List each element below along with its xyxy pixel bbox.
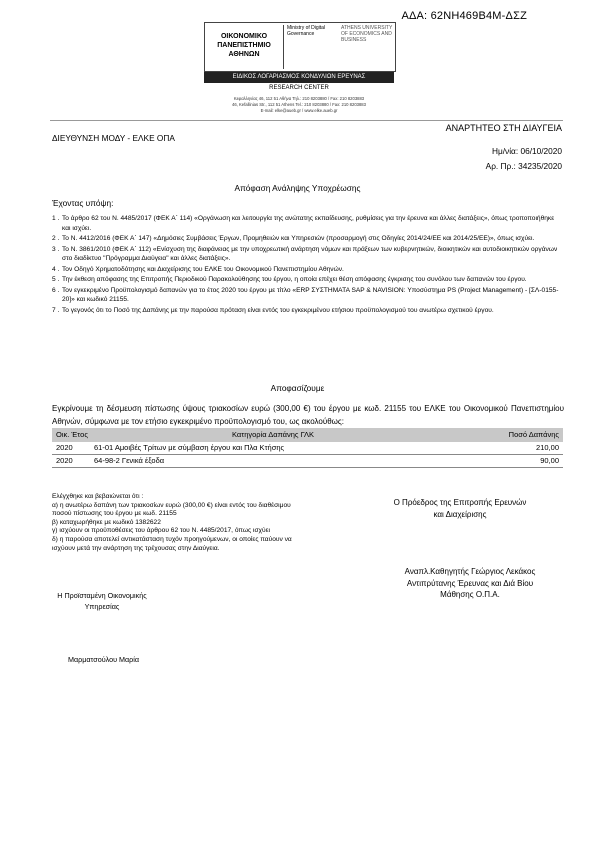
signatory-title-line: Μάθησης Ο.Π.Α. xyxy=(440,590,500,599)
consideration-item xyxy=(52,286,562,306)
letterhead xyxy=(200,20,400,118)
cell-category: 64-98-2 Γενικά έξοδα xyxy=(94,456,165,465)
department: ΔΙΕΥΘΥΝΣΗ ΜΟΔΥ - ΕΛΚΕ ΟΠΑ xyxy=(52,133,175,143)
contact-line: Κεφαλληνίας 46, 112 51 Αθήνα Τηλ.: 210 8203880 / Fax: 210 8203883 xyxy=(233,96,365,101)
finance-head-name: Μαρματσούλου Μαρία xyxy=(68,655,140,664)
divider xyxy=(50,120,563,121)
consideration-item xyxy=(52,306,562,316)
decision-heading: Αποφασίζουμε xyxy=(270,383,325,393)
verification-line: δ) η παρούσα αποτελεί αντικατάσταση τυχόν προηγούμενων, οι οποίες παύουν να xyxy=(52,535,292,543)
finance-head-line: Υπηρεσίας xyxy=(84,602,120,611)
item-number: 5 . xyxy=(52,276,60,284)
finance-head-title xyxy=(52,590,152,612)
consideration-item xyxy=(52,275,562,285)
consideration-item xyxy=(52,245,562,265)
approval-text: Εγκρίνουμε τη δέσμευση πίστωσης ύψους τριακοσίων ευρώ (300,00 €) του έργου με κωδ. 21155 του ΕΛΚΕ του Οικονομικού Πανεπιστημίου Αθηνών, σύμφωνα με τον ετήσιο εγκεκριμένο προϋπολογισμό του, ως ακολούθως: xyxy=(52,404,564,426)
column-header-year: Οικ. Έτος xyxy=(56,430,88,439)
item-number: 6 . xyxy=(52,286,60,294)
committee-chair-line: και Διαχείρισης xyxy=(433,510,487,519)
expense-table xyxy=(52,428,563,468)
item-number: 1 . xyxy=(52,215,60,222)
table-row xyxy=(52,455,563,468)
research-account-banner: ΕΙΔΙΚΟΣ ΛΟΓΑΡΙΑΣΜΟΣ ΚΟΝΔΥΛΙΩΝ ΕΡΕΥΝΑΣ xyxy=(204,72,394,83)
signatory-title-line: Αντιπρύτανης Έρευνας και Διά Βίου xyxy=(406,578,534,588)
table-row xyxy=(52,442,563,455)
item-number: 4 . xyxy=(52,265,60,273)
table-header xyxy=(52,428,563,442)
verification-line: α) η ανωτέρω δαπάνη των τριακοσίων ευρώ (300,00 €) είναι εντός του διαθέσιμου xyxy=(52,501,291,509)
verification-line: Ελέγχθηκε και βεβαιώνεται ότι : xyxy=(52,493,144,500)
protocol-number: Αρ. Πρ.: 34235/2020 xyxy=(485,161,562,171)
committee-chair-title xyxy=(375,497,545,521)
contact-line: E-mail: elke@aueb.gr / www.elke.aueb.gr xyxy=(260,108,338,113)
posting-note: ΑΝΑΡΤΗΤΕΟ ΣΤΗ ΔΙΑΥΓΕΙΑ xyxy=(445,123,562,133)
cell-amount: 210,00 xyxy=(536,443,559,452)
cell-year: 2020 xyxy=(56,443,73,452)
signatory-name: Αναπλ.Καθηγητής Γεώργιος Λεκάκος xyxy=(404,567,536,576)
contact-line: 46, Kefallinias Str., 112 51 Athens Tel.: 210 8203880 / Fax: 210 8203883 xyxy=(232,102,366,107)
university-name-line1: ΟΙΚΟΝΟΜΙΚΟ xyxy=(220,33,268,40)
column-header-amount: Ποσό Δαπάνης xyxy=(508,430,559,439)
verification-line: β) καταχωρήθηκε με κωδικό 1382622 xyxy=(52,518,161,526)
item-text: Το Ν. 3861/2010 (ΦΕΚ Α΄ 112) «Ενίσχυση της διαφάνειας με την υποχρεωτική ανάρτηση νόμων και πράξεων των κυβερνητικών, διοικητικών και αυτοδιοικητικών οργάνων στο διαδίκτυο "Πρόγραμμα Διαύγεια" και άλλες διατάξεις». xyxy=(62,245,558,263)
item-text: Το γεγονός ότι το Ποσό της Δαπάνης με την παρούσα πρόταση είναι εντός του εγκεκριμένου ετήσιου προϋπολογισμού του ανωτέρω σχετικού έργου. xyxy=(62,306,494,314)
verification-line: ισχύουν μετά την ανάρτηση της τρέχουσας στην Διαύγεια. xyxy=(52,544,220,552)
contact-info xyxy=(204,96,394,114)
consideration-item xyxy=(52,214,562,234)
committee-chair-line: Ο Πρόεδρος της Επιτροπής Ερευνών xyxy=(393,498,527,507)
verification-block xyxy=(52,493,382,553)
cell-amount: 90,00 xyxy=(540,456,559,465)
consideration-item xyxy=(52,265,562,275)
item-number: 3 . xyxy=(52,245,60,253)
cell-year: 2020 xyxy=(56,456,73,465)
item-text: Τον εγκεκριμένο Προϋπολογισμό δαπανών για το έτος 2020 του έργου με τίτλο «ERP ΣΥΣΤΗΜΑΤΑ SAP & NAVISION: Υποσύστημα PS (Project Management) - [ΣΛ-0155-20]» και κωδικό 21155. xyxy=(62,286,559,304)
university-name-line2: ΠΑΝΕΠΙΣΤΗΜΙΟ xyxy=(217,42,271,49)
university-logo xyxy=(204,22,396,72)
signatory-block xyxy=(380,566,560,601)
column-header-category: Κατηγορία Δαπάνης ΓΛΚ xyxy=(232,430,315,439)
document-date: Ημ/νία: 06/10/2020 xyxy=(491,146,562,156)
consideration-item xyxy=(52,234,562,244)
item-text: Το Ν. 4412/2016 (ΦΕΚ Α΄ 147) «Δημόσιες Συμβάσεις Έργων, Προμηθειών και Υπηρεσιών (προσαρμογή στις Οδηγίες 2014/24/ΕΕ και 2014/25/ΕΕ)», όπως ισχύει. xyxy=(62,235,535,243)
ada-code: ΑΔΑ: 62ΝΗ469Β4Μ-ΔΣΖ xyxy=(401,10,527,22)
document-title: Απόφαση Ανάληψης Υποχρέωσης xyxy=(234,183,361,193)
item-text: Το άρθρο 62 του Ν. 4485/2017 (ΦΕΚ Α΄ 114) «Οργάνωση και λειτουργία της ανώτατης εκπαίδευσης, ρυθμίσεις για την έρευνα και άλλες διατάξεις», όπως τροποποιήθηκε και ισχύει. xyxy=(62,215,555,232)
considerations-list xyxy=(52,214,562,316)
english-university-name: ATHENS UNIVERSITY OF ECONOMICS AND BUSINESS xyxy=(341,25,393,43)
cell-category: 61-01 Αμοιβές Τρίτων με σύμβαση έργου και Πλα Κτήσης xyxy=(94,443,285,452)
considering-heading: Έχοντας υπόψη: xyxy=(52,198,114,208)
verification-line: γ) ισχύουν οι προϋποθέσεις του άρθρου 62 του Ν. 4485/2017, όπως ισχύει xyxy=(52,527,271,535)
ministry-label: Ministry of Digital Governance xyxy=(283,25,341,69)
research-center-label: RESEARCH CENTER xyxy=(269,85,329,91)
finance-head-line: Η Προϊσταμένη Οικονομικής xyxy=(57,591,147,600)
item-text: Την έκθεση απόφασης της Επιτροπής Περιοδικού Παρακολούθησης του έργου, η οποία επέχει θέση απόφασης έγκρισης του συνόλου των δαπανών του έργου. xyxy=(62,276,527,284)
university-name-line3: ΑΘΗΝΩΝ xyxy=(228,51,260,58)
item-number: 7 . xyxy=(52,306,60,314)
item-number: 2 . xyxy=(52,235,60,243)
item-text: Τον Οδηγό Χρηματοδότησης και Διαχείρισης του ΕΛΚΕ του Οικονομικού Πανεπιστημίου Αθηνών. xyxy=(62,265,344,273)
verification-line: ποσού πίστωσης του έργου με κωδ. 21155 xyxy=(52,510,177,518)
